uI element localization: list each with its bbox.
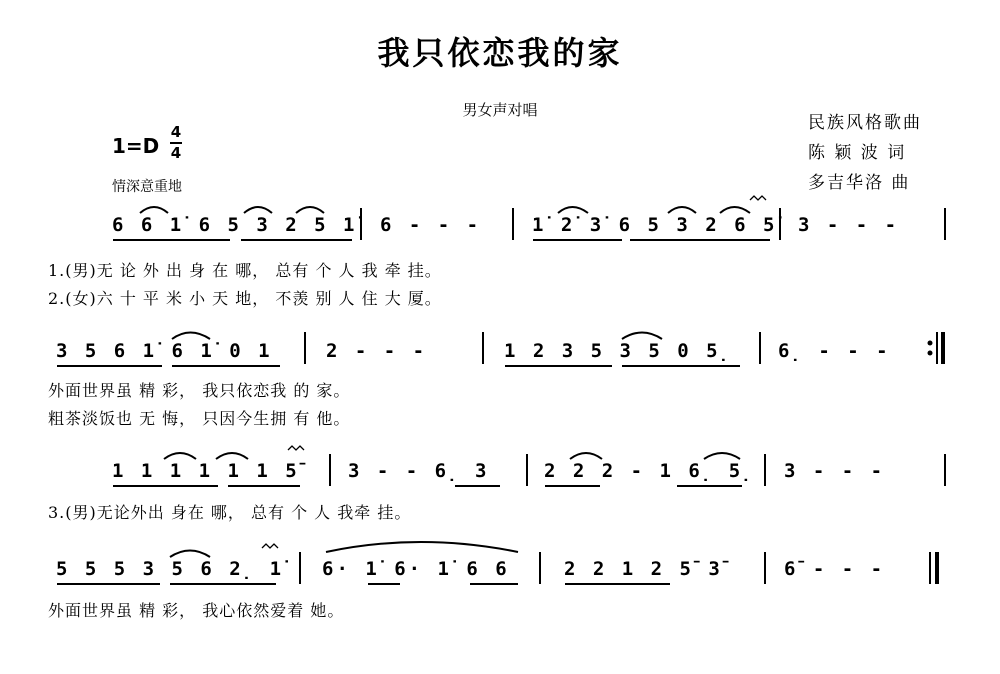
ornament [262,544,278,548]
slur [326,542,518,552]
measure-4-4: 6̄ - - - [784,558,886,580]
lyric-line-6: 外面世界虽 精 彩， 我心依然爱着 她。 [48,601,345,620]
measure-4-1: 5 5 5 3 5 6 2̣ 1̇ [56,558,285,580]
slur [704,453,740,459]
repeat-dot [928,341,933,346]
lyric-line-2: 2.(女)六 十 平 米 小 天 地， 不羡 别 人 住 大 厦。 [48,289,442,308]
slur [170,551,210,558]
song-title: 我只依恋我的家 [377,34,623,72]
song-subtitle: 男女声对唱 [462,101,538,119]
measure-1-2: 6 - - - [380,214,482,236]
repeat-dot [928,351,933,356]
measure-3-1: 1 1 1 1 1 1 5̄ [112,460,300,482]
measure-1-1: 6 6 1̇ 6 5 3 2 5 1̇ [112,214,358,236]
slur [244,207,272,213]
slur [216,453,248,459]
lyric-line-5: 3.(男)无论外出 身在 哪， 总有 个 人 我牵 挂。 [48,503,412,522]
lyric-line-4: 粗茶淡饭也 无 悔， 只因今生拥 有 他。 [48,409,351,428]
slur [668,207,696,213]
lyric-line-3: 外面世界虽 精 彩， 我只依恋我 的 家。 [48,381,351,400]
credit-composer: 多吉华洛 曲 [808,173,911,193]
measure-2-2: 2 - - - [326,340,428,362]
measure-2-4: 6̣ - - - [778,340,891,362]
slur [570,453,602,459]
measure-3-2: 3 - - 6̣ 3 [348,460,490,482]
slur [558,207,588,213]
slur [296,207,324,213]
measure-1-4: 3 - - - [798,214,900,236]
measure-4-2: 6· 1̇ 6· 1̇ 6 6 [322,558,510,580]
measure-3-3: 2 2 2 - 1 6̣ 5̣ [544,460,755,482]
lyric-line-1: 1.(男)无 论 外 出 身 在 哪， 总有 个 人 我 牵 挂。 [48,261,442,280]
slur [720,207,750,213]
measure-4-3: 2 2 1 2 5̄ 3̄ [564,558,723,580]
time-signature-bottom: 4 [170,144,182,162]
measure-2-1: 3 5 6 1̇ 6 1̇ 0 1 [56,340,273,362]
tempo-marking: 情深意重地 [112,179,182,195]
credit-lyricist: 陈 颖 波 词 [808,143,907,163]
time-signature-top: 4 [170,123,182,141]
measure-1-3: 1̇ 2̇ 3̇ 6 5 3 2 6 5̇ [532,214,778,236]
slur [622,333,662,340]
slur [164,453,196,459]
key-signature: 1=D [112,134,160,158]
ornament [750,196,766,200]
credit-genre: 民族风格歌曲 [808,113,922,133]
measure-2-3: 1 2 3 5 3 5 0 5̣ [504,340,733,362]
ornament [288,446,304,450]
measure-3-4: 3 - - - [784,460,886,482]
slur [140,207,168,213]
slur [172,333,210,340]
